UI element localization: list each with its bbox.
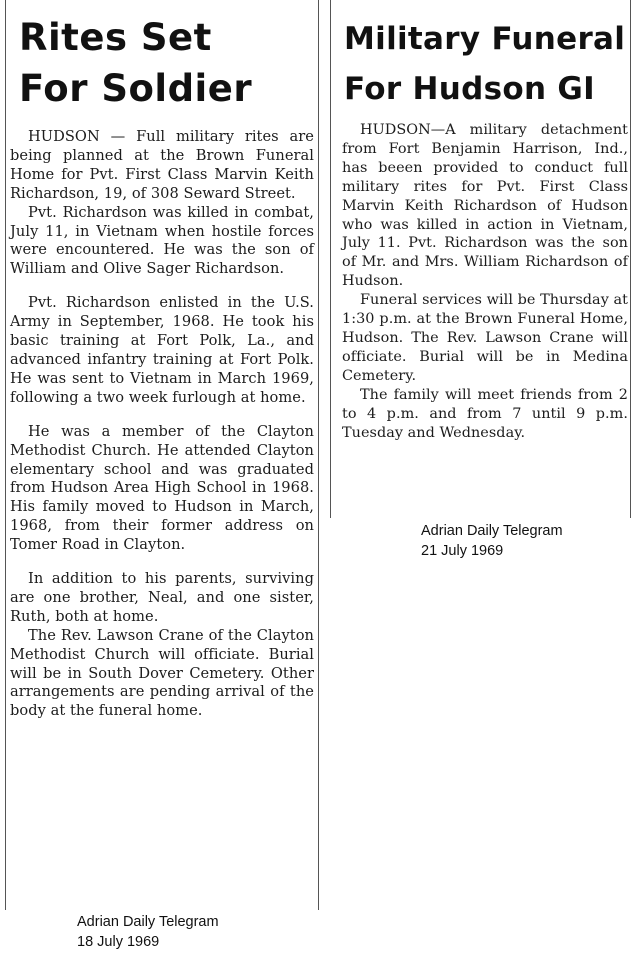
caption-date: 18 July 1969 [77,934,160,950]
headline-line-1: Military Funeral [344,21,626,57]
article-body [342,121,628,442]
article-body [10,128,314,721]
caption-date: 21 July 1969 [421,543,504,559]
paragraph: The Rev. Lawson Crane of the Clayton Methodist Church will officiate. Burial will be in South Dover Cemetery. Other arrangements are pending arrival of the body at the funeral home. [10,626,314,720]
headline-line-2: For Hudson GI [344,71,595,107]
clipping-military-funeral-for-hudson-gi [330,0,630,518]
right-clipping-border-left [330,0,331,518]
paragraph: Funeral services will be Thursday at 1:30 p.m. at the Brown Funeral Home, Hudson. The Rev. Lawson Crane will officiate. Burial will be in Medina Cemetery. [342,292,628,384]
paragraph: Pvt. Richardson was killed in combat, July 11, in Vietnam when hostile forces were encountered. He was the son of William and Olive Sager Richardson. [10,203,314,278]
caption-source: Adrian Daily Telegram [77,914,219,930]
left-clipping-border-right [318,0,319,910]
caption-left [77,912,219,952]
paragraph: HUDSON — Full military rites are being planned at the Brown Funeral Home for Pvt. First Class Marvin Keith Richardson, 19, of 308 Seward Street. [10,128,314,202]
headline-line-2: For Soldier [19,67,253,110]
paragraph: He was a member of the Clayton Methodist Church. He attended Clayton elementary school and was graduated from Hudson Area High School in 1968. His family moved to Hudson in March, 1968, from their former address on Tomer Road in Clayton. [10,422,314,554]
caption-source: Adrian Daily Telegram [421,523,563,539]
right-clipping-border-right [630,0,631,518]
paragraph: Pvt. Richardson enlisted in the U.S. Army in September, 1968. He took his basic training at Fort Polk, La., and advanced infantry training at Fort Polk. He was sent to Vietnam in March 1969, following a two week furlough at home. [10,294,314,406]
clipping-rites-set-for-soldier [5,0,318,905]
left-clipping-border-left [5,0,6,910]
caption-right [421,521,563,561]
paragraph: HUDSON—A military detachment from Fort Benjamin Harrison, Ind., has beeen provided to conduct full military rites for Pvt. First Class Marvin Keith Richardson of Hudson who was killed in action in Vietnam, July 11. Pvt. Richardson was the son of Mr. and Mrs. William Richardson of Hudson. [342,122,628,290]
paragraph: The family will meet friends from 2 to 4 p.m. and from 7 until 9 p.m. Tuesday and Wednesday. [342,386,628,441]
headline-line-1: Rites Set [19,16,212,59]
headline [5,0,318,114]
paragraph: In addition to his parents, surviving are one brother, Neal, and one sister, Ruth, both at home. [10,570,314,625]
headline [330,0,630,114]
